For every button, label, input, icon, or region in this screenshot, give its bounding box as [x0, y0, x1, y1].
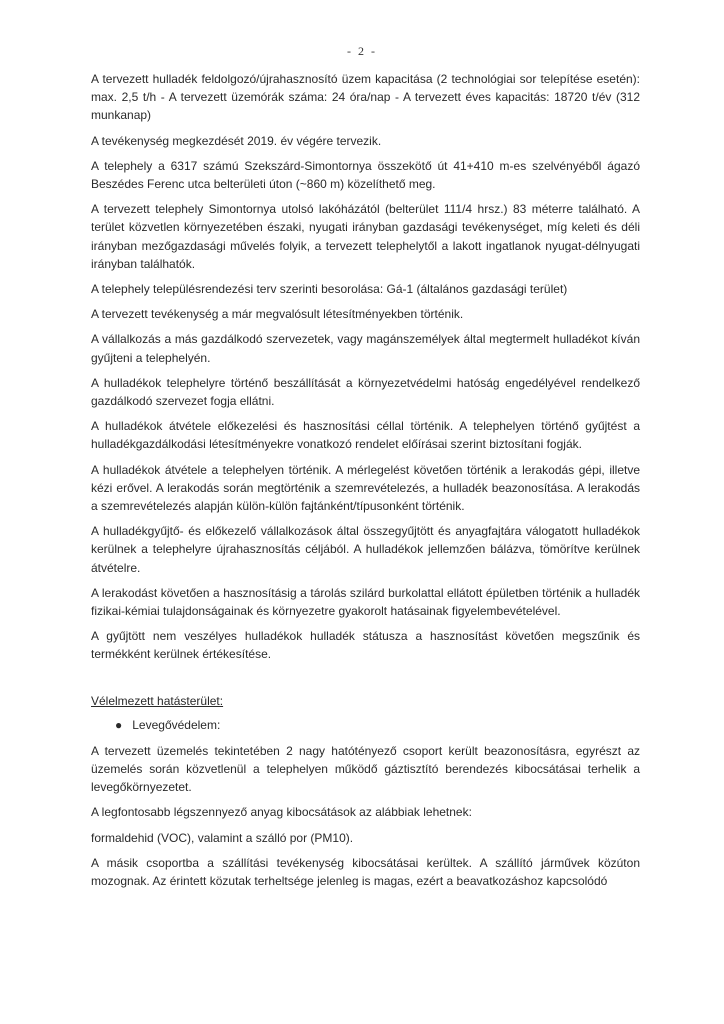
paragraph-unloading: A hulladékok átvétele a telephelyen történik. A mérlegelést követően történik a lerakodás gépi, illetve kézi erővel. A lerakodás során megtörténik a szemrevételezés, a hulladék beazonosítása. A lerakodás a szemrevételezés alapján külön-külön fajtánként/típusonként történik. — [91, 462, 640, 514]
paragraph-location: A tervezett telephely Simontornya utolsó lakóházától (belterület 111/4 hrsz.) 83 méterre található. A terület közvetlen környezetében északi, nyugati irányban gazdasági tevékenységet, míg keleti és déli irányban mezőgazdasági művelés folyik, a tervezett telephelytől a lakott ingatlanok nyugat-délnyugati irányban találhatók. — [91, 202, 640, 271]
paragraph-pollutants-intro: A legfontosabb légszennyező anyag kibocsátások az alábbiak lehetnek: — [91, 805, 472, 820]
paragraph-recycling: A hulladékgyűjtő- és előkezelő vállalkozások által összegyűjtött és anyagfajtára válogatott hulladékok kerülnek a telephelyre újrahasznosítás céljából. A hulladékok jellemzően bálázva, tömörítve kerülnek átvételre. — [91, 524, 640, 575]
paragraph-reception-purpose: A hulladékok átvétele előkezelési és hasznosítási céllal történik. A telephelyen történő gyűjtést a hulladékgazdálkodási létesítményekre vonatkozó rendelet előírásai szerint biztosítani fogják. — [91, 419, 640, 452]
bullet-item — [91, 716, 640, 734]
paragraph-impact-groups: A tervezett üzemelés tekintetében 2 nagy hatótényező csoport került beazonosításra, egyrészt az üzemelés során közvetlenül a telephelyen működő gáztisztító berendezés kibocsátásai terhelik a levegőkörnyezetet. — [91, 743, 640, 795]
paragraph-zoning: A telephely településrendezési terv szerinti besorolása: Gá-1 (általános gazdasági terület) — [91, 282, 568, 297]
paragraph-facilities: A tervezett tevékenység a már megvalósult létesítményekben történik. — [91, 307, 464, 322]
bullet-dot-icon: ● — [115, 717, 123, 732]
paragraph-start-date: A tevékenység megkezdését 2019. év végére tervezik. — [91, 133, 382, 148]
paragraph-access-road: A telephely a 6317 számú Szekszárd-Simontornya összekötő út 41+410 m-es szelvényéből ágazó Beszédes Ferenc utca belterületi úton (~860 m) közelíthető meg. — [91, 158, 640, 192]
bottom-paragraphs — [91, 742, 640, 890]
top-paragraphs — [91, 70, 640, 664]
page-number: - 2 - — [347, 44, 377, 58]
paragraph-transport: A hulladékok telephelyre történő beszállítását a környezetvédelmi hatóság engedélyével rendelkező gazdálkodó szervezet fogja ellátni. — [91, 375, 640, 409]
bullet-label: Levegővédelem: — [132, 717, 221, 732]
section-heading: Vélelmezett hatásterület: — [91, 693, 224, 708]
paragraph-storage: A lerakodást követően a hasznosításig a tárolás szilárd burkolattal ellátott épületben történik a hulladék fizikai-kémiai tulajdonságainak és környezetre gyakorolt hatásainak figyelembevételével. — [91, 585, 640, 619]
paragraph-pollutants-list: formaldehid (VOC), valamint a szálló por (PM10). — [91, 830, 354, 845]
paragraph-capacity: A tervezett hulladék feldolgozó/újrahasznosító üzem kapacitása (2 technológiai sor telepítése esetén): max. 2,5 t/h - A tervezett üzemórák száma: 24 óra/nap - A tervezett éves kapacitás: 18720 t/év (312 munkanap) — [91, 72, 640, 123]
paragraph-transport-emissions: A másik csoportba a szállítási tevékenység kibocsátásai kerültek. A szállító járművek közúton mozognak. Az érintett közutak terheltsége jelenleg is magas, ezért a beavatkozáshoz kapcsolódó — [91, 855, 640, 888]
paragraph-collection: A vállalkozás a más gazdálkodó szervezetek, vagy magánszemélyek által megtermelt hulladékot kíván gyűjteni a telephelyén. — [91, 332, 640, 365]
paragraph-waste-status: A gyűjtött nem veszélyes hulladékok hulladék státusza a hasznosítást követően megszűnik és termékként kerülnek értékesítése. — [91, 629, 640, 662]
